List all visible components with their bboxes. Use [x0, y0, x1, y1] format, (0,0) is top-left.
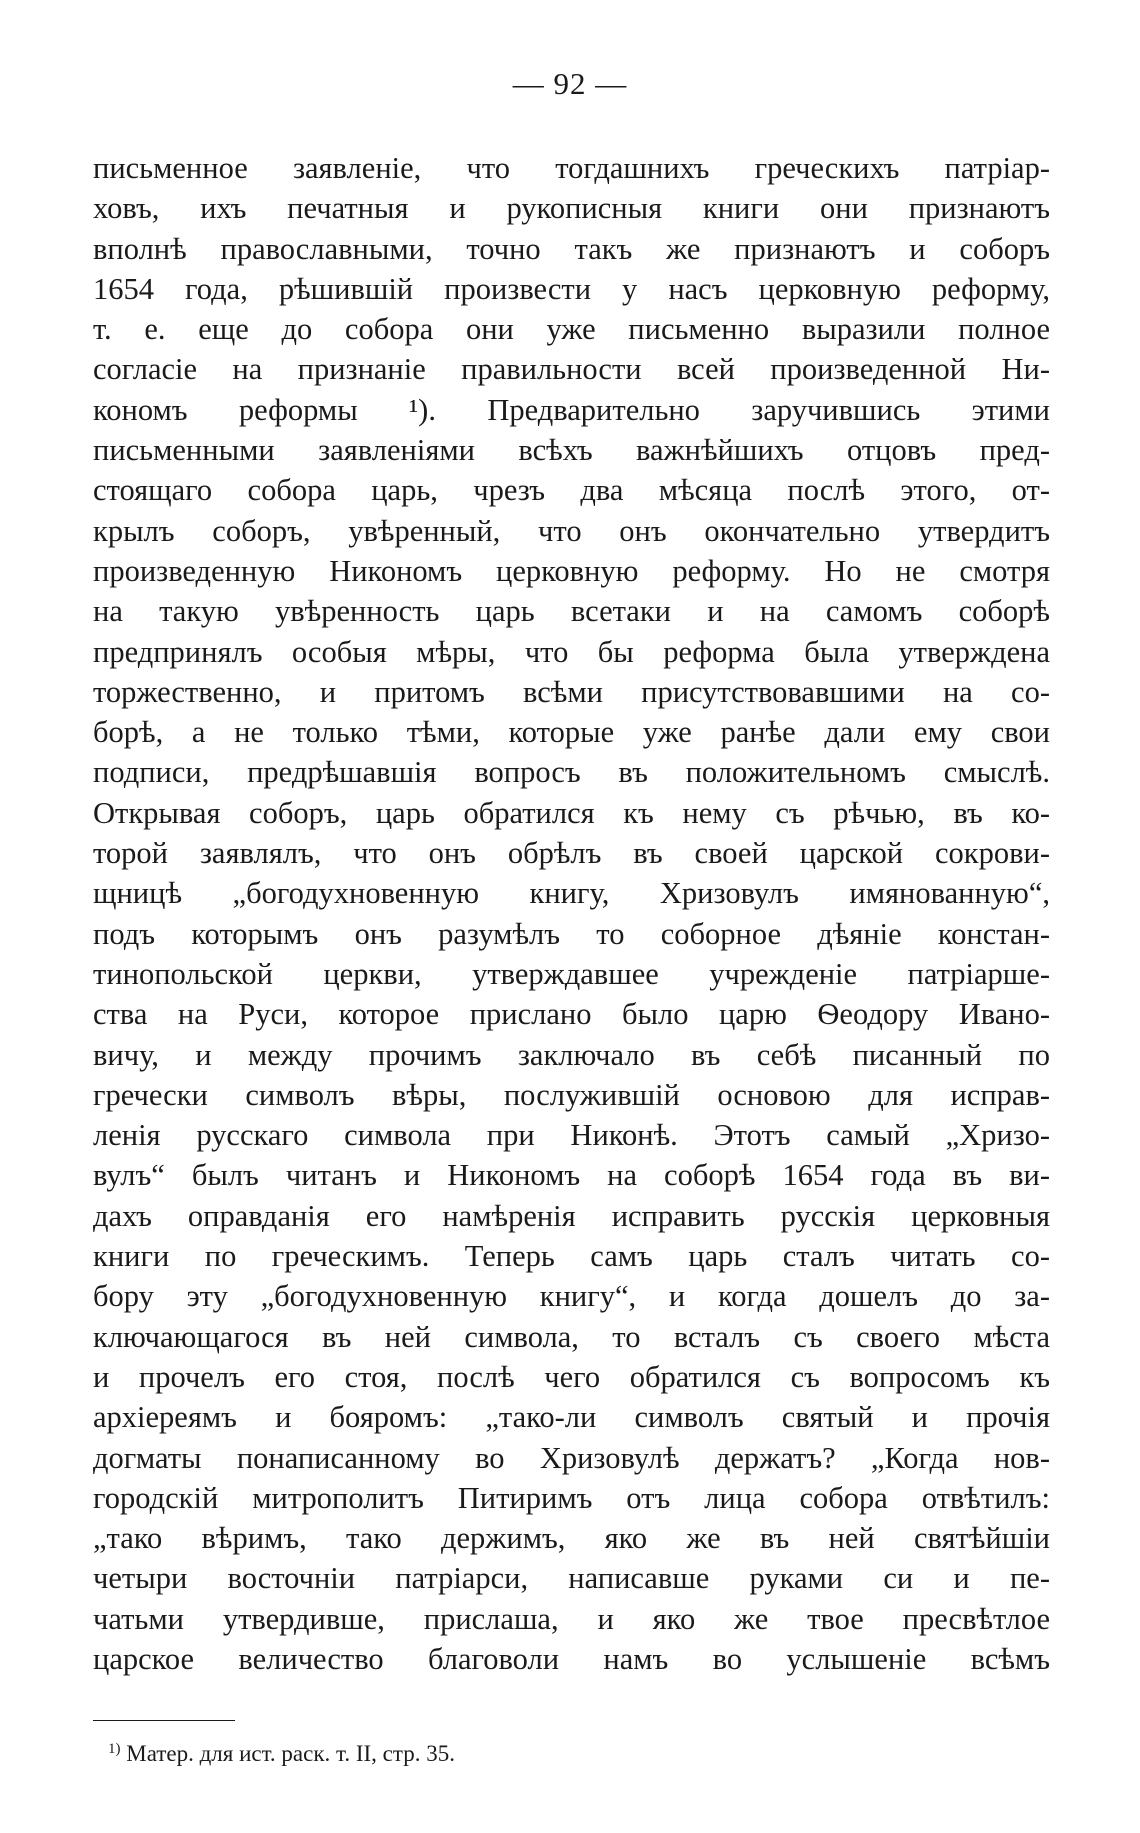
text-line: царское величество благоволи намъ во услышеніе всѣмъ — [93, 1641, 1050, 1676]
footnote-marker: 1) — [108, 1741, 121, 1757]
text-line: т. е. еще до собора они уже письменно выразили полное — [93, 312, 1050, 347]
text-line: Открывая соборъ, царь обратился къ нему съ рѣчью, въ ко- — [93, 795, 1050, 830]
text-line: письменными заявленіями всѣхъ важнѣйшихъ отцовъ пред- — [93, 433, 1050, 468]
text-line: бору эту „богодухновенную книгу“, и когда дошелъ до за- — [93, 1279, 1050, 1314]
text-line: догматы понаписанному во Хризовулѣ держатъ? „Когда нов- — [93, 1440, 1050, 1475]
text-line: книги по греческимъ. Теперь самъ царь сталъ читать со- — [93, 1239, 1050, 1274]
text-line: на такую увѣренность царь всетаки и на самомъ соборѣ — [93, 594, 1050, 629]
text-line: борѣ, а не только тѣми, которые уже ранѣе дали ему свои — [93, 715, 1050, 750]
text-line: дахъ оправданія его намѣренія исправить русскія церковныя — [93, 1198, 1050, 1233]
text-line: 1654 года, рѣшившій произвести у насъ церковную реформу, — [93, 271, 1050, 306]
text-line: вполнѣ православными, точно такъ же признаютъ и соборъ — [93, 231, 1050, 266]
footnote-text: Матер. для ист. раск. т. II, стр. 35. — [126, 1741, 455, 1766]
text-line: ключающагося въ ней символа, то всталъ съ своего мѣста — [93, 1319, 1050, 1354]
body-text — [93, 148, 1050, 1679]
text-line: ленія русскаго символа при Никонѣ. Этотъ самый „Хризо- — [93, 1118, 1050, 1153]
text-line: ховъ, ихъ печатныя и рукописныя книги они признаютъ — [93, 191, 1050, 226]
footnote — [108, 1734, 455, 1769]
text-line: письменное заявленіе, что тогдашнихъ греческихъ патріар- — [93, 151, 1050, 185]
text-line: стоящаго собора царь, чрезъ два мѣсяца послѣ этого, от- — [93, 473, 1050, 508]
footnote-divider — [93, 1720, 235, 1721]
text-line: торжественно, и притомъ всѣми присутствовавшими на со- — [93, 674, 1050, 709]
text-line: крылъ соборъ, увѣренный, что онъ окончательно утвердитъ — [93, 513, 1050, 548]
text-line: вулъ“ былъ читанъ и Никономъ на соборѣ 1654 года въ ви- — [93, 1158, 1050, 1193]
text-line: городскій митрополитъ Питиримъ отъ лица собора отвѣтилъ: — [93, 1480, 1050, 1515]
text-line: тинопольской церкви, утверждавшее учрежденіе патріарше- — [93, 956, 1050, 991]
text-line: архіереямъ и бояромъ: „тако-ли символъ святый и прочія — [93, 1400, 1050, 1435]
text-line: торой заявлялъ, что онъ обрѣлъ въ своей царской сокрови- — [93, 836, 1050, 871]
text-line: и прочелъ его стоя, послѣ чего обратился съ вопросомъ къ — [93, 1359, 1050, 1394]
text-line: кономъ реформы ¹). Предварительно заручившись этими — [93, 392, 1050, 427]
text-line: чатьми утвердивше, прислаша, и яко же твое пресвѣтлое — [93, 1601, 1050, 1636]
text-line: вичу, и между прочимъ заключало въ себѣ писанный по — [93, 1037, 1050, 1072]
text-line: подъ которымъ онъ разумѣлъ то соборное дѣяніе констан- — [93, 916, 1050, 951]
text-line: „тако вѣримъ, тако держимъ, яко же въ ней святѣйшіи — [93, 1521, 1050, 1556]
page-number: — 92 — — [512, 66, 628, 101]
text-line: произведенную Никономъ церковную реформу. Но не смотря — [93, 553, 1050, 588]
text-line: согласіе на признаніе правильности всей произведенной Ни- — [93, 352, 1050, 387]
text-line: гречески символъ вѣры, послужившій основою для исправ- — [93, 1077, 1050, 1112]
text-line: четыри восточніи патріарси, написавше руками си и пе- — [93, 1561, 1050, 1596]
text-line: ства на Руси, которое прислано было царю Ѳеодору Ивано- — [93, 997, 1050, 1032]
text-line: щницѣ „богодухновенную книгу, Хризовулъ имянованную“, — [93, 876, 1050, 911]
text-line: предпринялъ особыя мѣры, что бы реформа была утверждена — [93, 634, 1050, 669]
text-line: подписи, предрѣшавшія вопросъ въ положительномъ смыслѣ. — [93, 755, 1050, 790]
